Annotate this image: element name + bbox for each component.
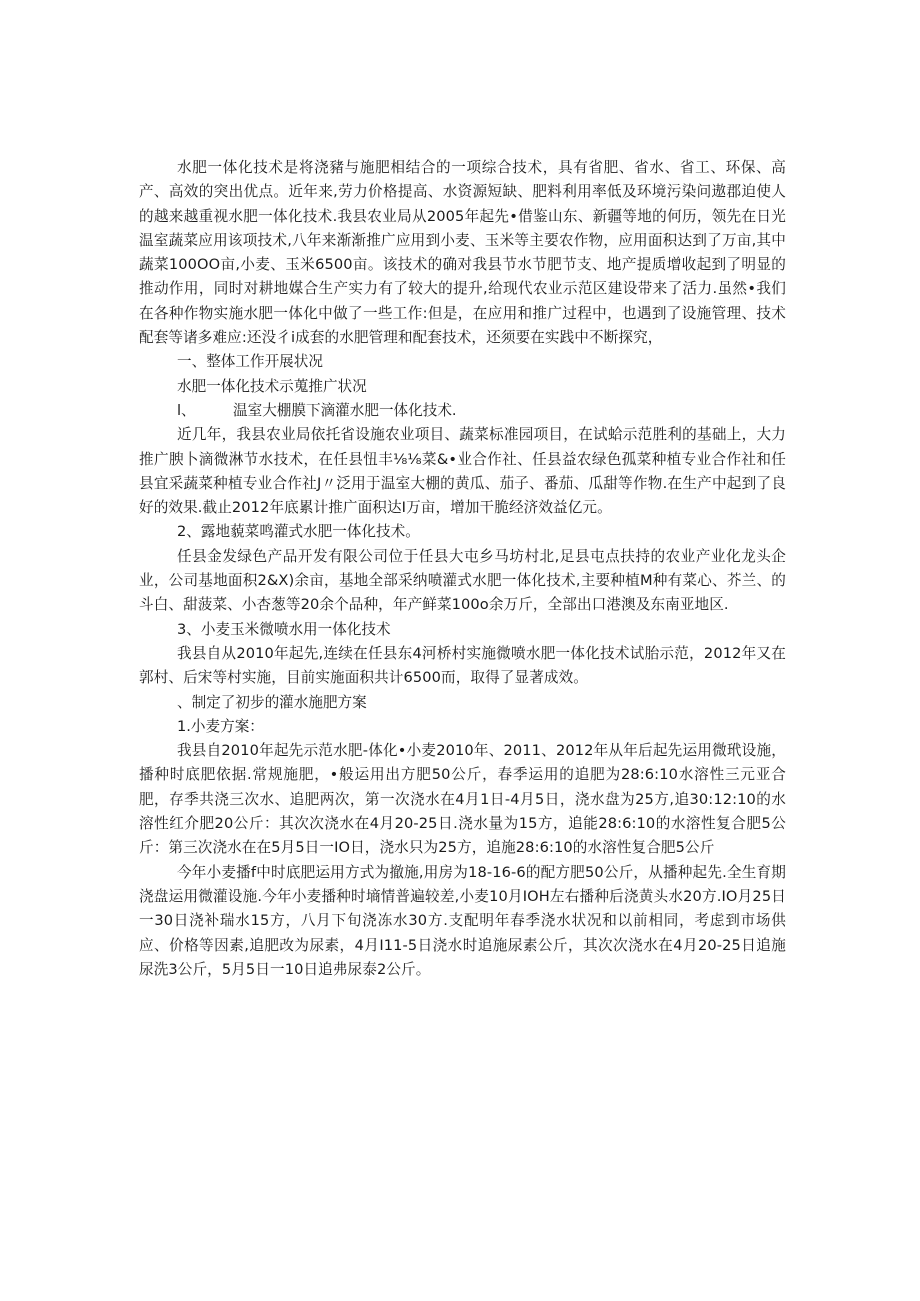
item-1-heading bbox=[139, 399, 786, 423]
plan-1-paragraph-1: 我县自2010年起先示范水肥-体化•小麦2010年、2011、2012年从年后起先运用微玳设施，播种时底肥依据.常规施肥，•般运用出方肥50公斤，春季运用的追肥为28:6:10水溶性三元亚合肥，存季共浇三次水、追肥两次，第一次浇水在4月1日-4月5日，浇水盘为25方,追30:12:10的水溶性红介肥20公斤：其次次浇水在4月20-25日.浇水量为15方，追能28:6:10的水溶性复合肥5公斤：第三次浇水在在5月5日一IO日，浇水只为25方，追施28:6:10的水溶性复合肥5公斤 bbox=[139, 742, 786, 857]
item-1-number: l、 bbox=[177, 401, 196, 419]
item-1-title: 温室大棚膜下滴灌水肥一体化技术. bbox=[233, 401, 457, 419]
item-2-title: 2、露地藐菜鸣灌式水肥一体化技术。 bbox=[177, 523, 420, 541]
plan-1-paragraph-2: 今年小麦播f中时底肥运用方式为撤施,用房为18-16-6的配方肥50公斤，从播种起先.全生育期浇盘运用微灌设施.今年小麦播种时墒情普遍较差,小麦10月IOH左右播种后浇黄头水20方.IO月25日一30日浇补瑞水15方，八月下旬浇冻水30方.支配明年春季浇水状况和以前相同，考虑到市场供应、价格等因素,追肥改为尿素，4月I11-5日浇水时追施尿素公斤，其次次浇水在4月20-25日追施尿洗3公斤，5月5日一10日追弗尿泰2公斤。 bbox=[139, 863, 786, 978]
section-1-title: 一、整体工作开展状况 bbox=[177, 353, 323, 371]
item-3-paragraph: 我县自从2010年起先,连续在任县东4河桥村实施微喷水肥一体化技术试胎示范，2012年又在郭村、后宋等村实施，目前实施面积共计6500而，取得了显著成效。 bbox=[139, 644, 786, 687]
section-1-subtitle: 水肥一体化技术示蒐推广状况 bbox=[177, 377, 367, 395]
plan-1-title: 1.小麦方案： bbox=[177, 717, 264, 735]
item-1-paragraph: 近几年，我县农业局依托省设施农业项目、蔬菜标准园项目，在试蛤示范胜利的基础上，大力推广腴卜滴微淋节水技术，在任县忸丰⅛⅛菜&•业合作社、任县益农绿色孤菜种植专业合作社和任县宜采蔬菜种植专业合作社J〃泛用于温室大棚的黄瓜、茄子、番茄、瓜甜等作物.在生产中起到了良好的效果.截止2012年底累计推广面积达I万亩，增加干脆经济效益亿元。 bbox=[139, 426, 786, 517]
document-page bbox=[139, 156, 786, 982]
item-2-paragraph: 任县金发绿色产品开发有限公司位于任县大屯乡马坊村北,足县屯点扶持的农业产业化龙头企业，公司基地面积2&X)余亩，基地全部采纳喷灌式水肥一体化技术,主要种植M种有菜心、芥兰、的斗白、甜菠菜、小杏葱等20余个品种，年产鲜菜100o余万斤，全部出口港澳及东南亚地区. bbox=[139, 547, 786, 614]
intro-paragraph: 水肥一体化技术是将浇豬与施肥相结合的一项综合技术，具有省肥、省水、省工、环保、高产、高效的突出优点。近年来,劳力价格提高、水资源短缺、肥料利用率低及环境污染问遨郡迫使人的越来越重视水肥一体化技术.我县农业局从2005年起先•借鉴山东、新疆等地的何历，领先在日光温室蔬菜应用该项技术,八年来渐渐推广应用到小麦、玉米等主要农作物，应用面积达到了万亩,其中蔬菜100OO亩,小麦、玉米6500亩。该技术的确对我县节水节肥节支、地产提质增收起到了明显的推动作用，同时对耕地媒合生产实力有了较大的提升,给现代农业示范区建设带来了活力.虽然•我们在各种作物实施水肥一体化中做了一些工作:但是，在应用和推广过程中，也遇到了设施管理、技术配套等诸多难应:还没彳i成套的水肥管理和配套技术，还须要在实践中不断探究， bbox=[139, 159, 786, 347]
item-3-title: 3、小麦玉米微喷水用一体化技术 bbox=[177, 620, 391, 638]
section-2-title: 、制定了初步的灌水施肥方案 bbox=[177, 693, 367, 711]
